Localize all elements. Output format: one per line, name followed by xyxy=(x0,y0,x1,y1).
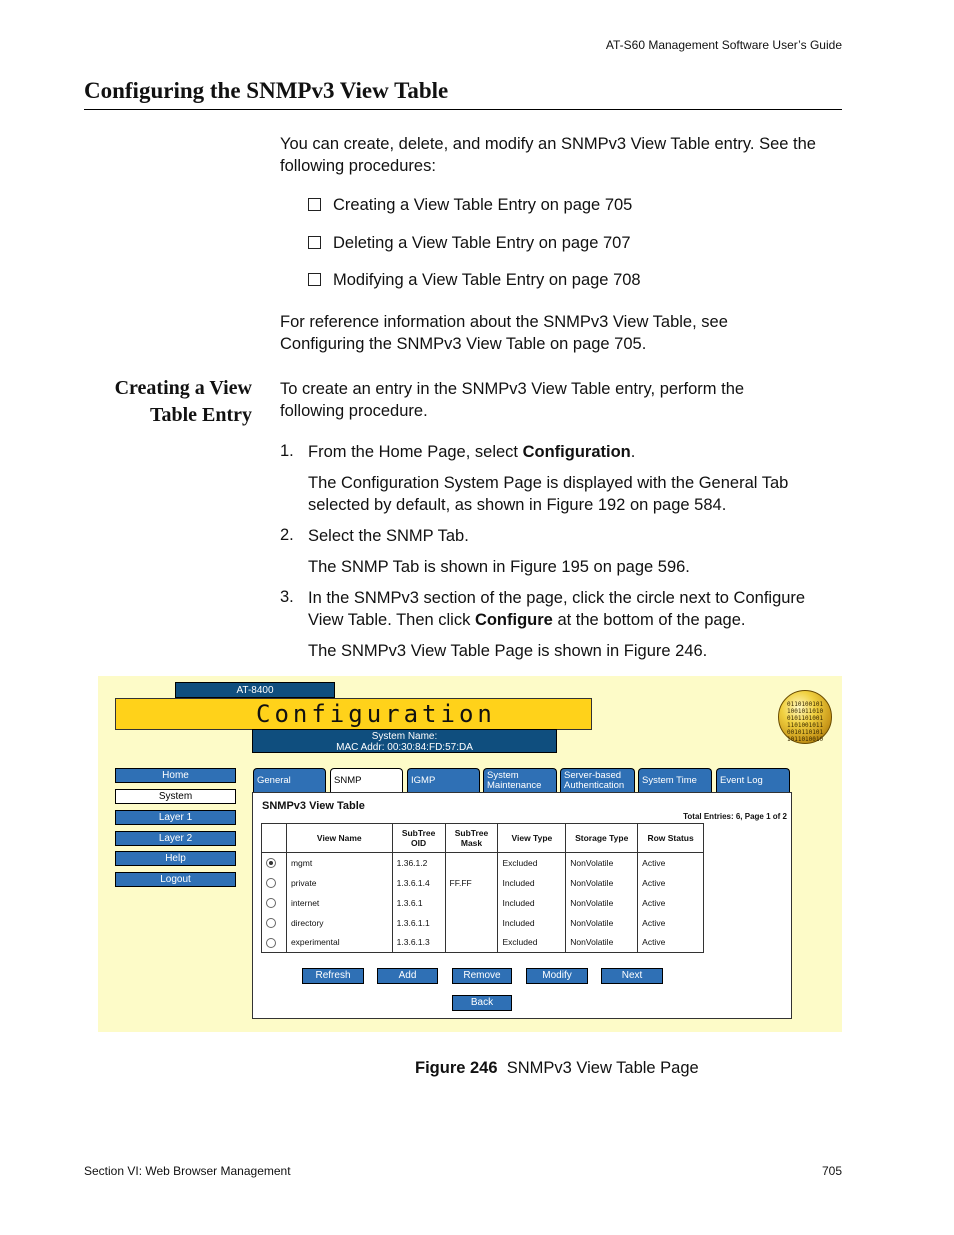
tab-label-line: Maintenance xyxy=(487,780,542,791)
view-type-cell: Included xyxy=(498,913,566,933)
globe-bits: 0101101001 xyxy=(787,715,824,722)
step-1-text xyxy=(308,441,848,463)
step-1-note-line-2: selected by default, as shown in Figure 192 on page 584. xyxy=(308,496,727,514)
tab-general[interactable]: General xyxy=(253,768,326,793)
step-1-bold: Configuration xyxy=(522,443,631,461)
snmpv3-view-table-screenshot xyxy=(98,676,842,1032)
header-line: Mask xyxy=(460,838,483,848)
storage-type-cell: NonVolatile xyxy=(566,933,638,953)
view-type-cell: Included xyxy=(498,893,566,913)
step-3-bold: Configure xyxy=(474,611,553,629)
row-status-cell: Active xyxy=(638,853,704,873)
storage-type-cell: NonVolatile xyxy=(566,853,638,873)
add-button[interactable]: Add xyxy=(377,968,438,984)
step-3-text xyxy=(308,587,848,631)
system-name-label: System Name: xyxy=(371,731,438,742)
row-status-cell: Active xyxy=(638,913,704,933)
view-type-cell: Excluded xyxy=(498,853,566,873)
tab-label-line: Server-based xyxy=(564,770,622,781)
view-type-cell: Included xyxy=(498,873,566,893)
subtree-mask-cell xyxy=(445,933,498,953)
row-select xyxy=(262,873,287,893)
total-entries: Total Entries: 6, Page 1 of 2 xyxy=(683,812,787,821)
configuration-banner: Configuration xyxy=(115,698,592,730)
tab-event-log[interactable]: Event Log xyxy=(716,768,790,793)
step-number: 1. xyxy=(280,442,294,460)
table-row xyxy=(262,913,704,933)
globe-bits: 0110100101 xyxy=(787,701,824,708)
step-1-post: . xyxy=(630,443,636,461)
row-status-header: Row Status xyxy=(638,824,704,853)
system-name-box xyxy=(252,729,557,753)
tab-server-based-authentication[interactable] xyxy=(560,768,635,793)
section-title: Configuring the SNMPv3 View Table xyxy=(84,78,449,103)
subtree-oid-cell: 1.3.6.1.1 xyxy=(392,913,445,933)
subtree-mask-header xyxy=(445,824,498,853)
bullet-text: Modifying a View Table Entry on page 708 xyxy=(333,271,641,289)
table-row xyxy=(262,893,704,913)
row-status-cell: Active xyxy=(638,873,704,893)
row-radio-button[interactable] xyxy=(266,858,276,868)
row-select xyxy=(262,933,287,953)
bullet-item xyxy=(308,234,631,253)
storage-type-cell: NonVolatile xyxy=(566,873,638,893)
row-status-cell: Active xyxy=(638,933,704,953)
subtree-oid-cell: 1.36.1.2 xyxy=(392,853,445,873)
mac-address: MAC Addr: 00:30:84:FD:57:DA xyxy=(336,742,473,753)
step-3-line-1: In the SNMPv3 section of the page, click the circle next to Configure xyxy=(308,589,806,607)
step-3-line-2 xyxy=(308,609,848,631)
subtree-oid-header xyxy=(392,824,445,853)
subsection-title-line-2: Table Entry xyxy=(149,404,252,426)
modify-button[interactable]: Modify xyxy=(526,968,588,984)
nav-logout-button[interactable]: Logout xyxy=(115,872,236,887)
reference-line-1: For reference information about the SNMPv3 View Table, see xyxy=(280,313,728,331)
next-button[interactable]: Next xyxy=(601,968,663,984)
nav-home-button[interactable]: Home xyxy=(115,768,236,783)
model-label: AT-8400 xyxy=(175,682,335,698)
globe-bits: 1001011010 xyxy=(787,708,824,715)
step-3-line-2-post: at the bottom of the page. xyxy=(552,611,746,629)
view-type-header: View Type xyxy=(498,824,566,853)
step-1-note-line-1: The Configuration System Page is displayed with the General Tab xyxy=(308,474,789,492)
figure-caption-text: SNMPv3 View Table Page xyxy=(506,1059,699,1077)
page-number: 705 xyxy=(821,1164,842,1178)
subtree-mask-cell xyxy=(445,853,498,873)
intro-line-2: following procedures: xyxy=(280,157,436,175)
bullet-text: Deleting a View Table Entry on page 707 xyxy=(333,234,631,252)
step-number: 2. xyxy=(280,526,294,544)
view-name-header: View Name xyxy=(286,824,392,853)
row-select xyxy=(262,853,287,873)
footer-section: Section VI: Web Browser Management xyxy=(84,1164,291,1178)
view-name-cell: internet xyxy=(286,893,392,913)
header-line: SubTree xyxy=(454,828,489,838)
subtree-mask-cell xyxy=(445,893,498,913)
header-line: OID xyxy=(411,838,427,848)
subsection-title xyxy=(52,375,252,429)
subsection-title-line-1: Creating a View xyxy=(114,377,252,399)
nav-layer1-button[interactable]: Layer 1 xyxy=(115,810,236,825)
storage-type-cell: NonVolatile xyxy=(566,893,638,913)
table-row xyxy=(262,873,704,893)
view-name-cell: mgmt xyxy=(286,853,392,873)
reference-line-2: Configuring the SNMPv3 View Table on page 705. xyxy=(280,335,647,353)
tab-label-line: Authentication xyxy=(564,780,625,791)
step-2-note: The SNMP Tab is shown in Figure 195 on page 596. xyxy=(308,558,690,576)
intro-paragraph xyxy=(280,133,845,177)
subsection-intro-line-1: To create an entry in the SNMPv3 View Table entry, perform the xyxy=(280,380,745,398)
row-radio-button[interactable] xyxy=(266,898,276,908)
subsection-intro-line-2: following procedure. xyxy=(280,402,428,420)
select-column-header xyxy=(262,824,287,853)
snmpv3-view-table-panel xyxy=(252,792,792,1019)
storage-type-header: Storage Type xyxy=(566,824,638,853)
step-2-text: Select the SNMP Tab. xyxy=(308,527,469,545)
nav-layer2-button[interactable]: Layer 2 xyxy=(115,831,236,846)
remove-button[interactable]: Remove xyxy=(452,968,512,984)
row-status-cell: Active xyxy=(638,893,704,913)
reference-paragraph xyxy=(280,311,845,355)
globe-bits: 1011010010 xyxy=(787,736,824,743)
bullet-text: Creating a View Table Entry on page 705 xyxy=(333,196,633,214)
step-3-note: The SNMPv3 View Table Page is shown in Figure 246. xyxy=(308,642,708,660)
intro-line-1: You can create, delete, and modify an SNMPv3 View Table entry. See the xyxy=(280,135,816,153)
title-rule xyxy=(84,109,842,110)
table-row xyxy=(262,853,704,873)
row-radio-button[interactable] xyxy=(266,878,276,888)
nav-system-button[interactable]: System xyxy=(115,789,236,804)
figure-caption xyxy=(415,1059,699,1078)
view-name-cell: private xyxy=(286,873,392,893)
refresh-button[interactable]: Refresh xyxy=(302,968,364,984)
subsection-intro xyxy=(280,378,845,422)
checkbox-bullet-icon xyxy=(308,198,321,211)
globe-bits: 0010110101 xyxy=(787,729,824,736)
view-name-cell: directory xyxy=(286,913,392,933)
tab-system-time[interactable]: System Time xyxy=(638,768,712,793)
header-line: SubTree xyxy=(401,828,436,838)
tab-label-line: System xyxy=(487,770,519,781)
subtree-oid-cell: 1.3.6.1.4 xyxy=(392,873,445,893)
view-name-cell: experimental xyxy=(286,933,392,953)
guide-title: AT-S60 Management Software User’s Guide xyxy=(605,38,842,52)
row-radio-button[interactable] xyxy=(266,918,276,928)
subtree-oid-cell: 1.3.6.1.3 xyxy=(392,933,445,953)
view-table xyxy=(261,823,704,953)
step-1-pre: From the Home Page, select xyxy=(308,443,523,461)
tab-igmp[interactable]: IGMP xyxy=(407,768,480,793)
step-1-note xyxy=(308,472,848,516)
panel-title: SNMPv3 View Table xyxy=(262,800,365,812)
row-select xyxy=(262,913,287,933)
row-radio-button[interactable] xyxy=(266,938,276,948)
view-type-cell: Excluded xyxy=(498,933,566,953)
step-3-line-2-pre: View Table. Then click xyxy=(308,611,475,629)
nav-help-button[interactable]: Help xyxy=(115,851,236,866)
subtree-mask-cell xyxy=(445,913,498,933)
back-button[interactable]: Back xyxy=(452,995,512,1011)
globe-logo-icon xyxy=(778,690,832,744)
row-select xyxy=(262,893,287,913)
checkbox-bullet-icon xyxy=(308,273,321,286)
tab-system-maintenance[interactable] xyxy=(483,768,557,793)
tab-snmp[interactable]: SNMP xyxy=(330,768,403,794)
storage-type-cell: NonVolatile xyxy=(566,913,638,933)
subtree-oid-cell: 1.3.6.1 xyxy=(392,893,445,913)
table-row xyxy=(262,933,704,953)
figure-label: Figure 246 xyxy=(415,1059,498,1077)
bullet-item xyxy=(308,271,641,290)
bullet-item xyxy=(308,196,632,215)
step-number: 3. xyxy=(280,588,294,606)
checkbox-bullet-icon xyxy=(308,236,321,249)
globe-bits: 1101001011 xyxy=(787,722,824,729)
subtree-mask-cell: FF.FF xyxy=(445,873,498,893)
